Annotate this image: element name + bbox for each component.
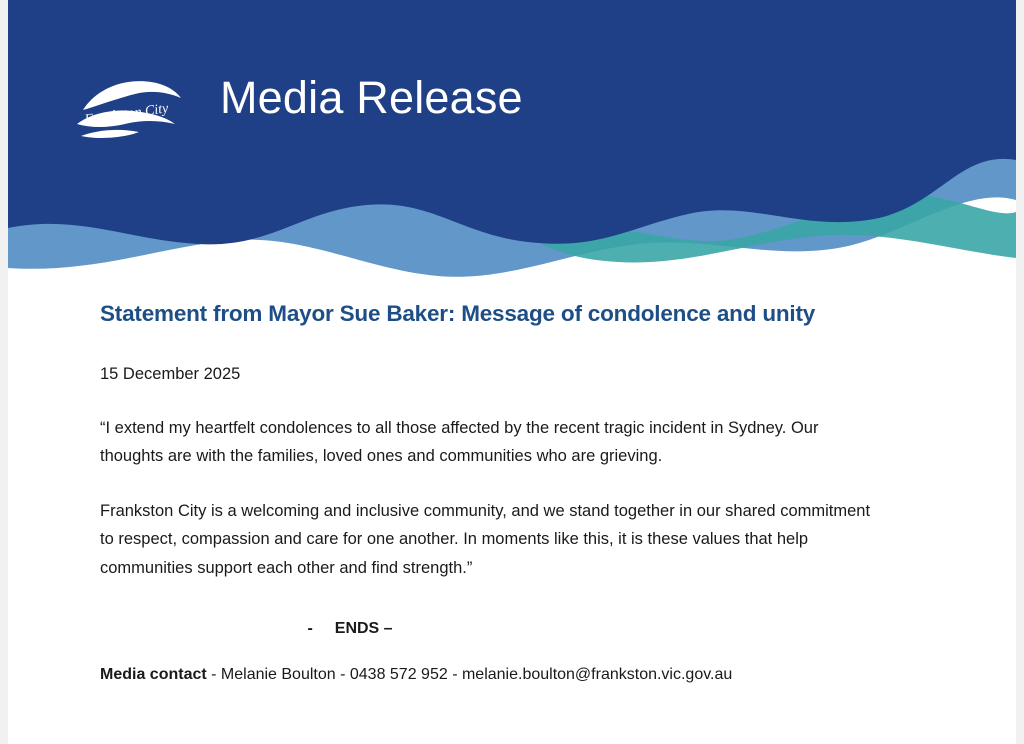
document-body <box>100 300 900 684</box>
release-date: 15 December 2025 <box>100 365 241 383</box>
frankston-city-logo <box>63 58 193 148</box>
ends-label: ENDS – <box>334 619 393 637</box>
page-edge-right <box>1016 0 1024 744</box>
logo-wordmark: Frankston City <box>83 101 170 128</box>
frankston-city-wave-logo <box>63 58 193 148</box>
header-title: Media Release <box>220 72 523 123</box>
ends-marker <box>100 620 900 638</box>
page-edge-left <box>0 0 8 744</box>
media-contact-label: Media contact <box>100 665 207 683</box>
statement-paragraph-2: Frankston City is a welcoming and inclusive community, and we stand together in our shared commitment to respect, compassion and care for one another. In moments like this, it is these values that help communities support each other and find strength.” <box>100 501 871 577</box>
page-title: Statement from Mayor Sue Baker: Message of condolence and unity <box>100 301 816 326</box>
statement-paragraph-1: “I extend my heartfelt condolences to all those affected by the recent tragic incident in Sydney. Our thoughts are with the families, loved ones and communities who are grieving. <box>100 419 819 466</box>
ends-dash: - <box>307 619 313 637</box>
document-header-banner <box>8 0 1016 290</box>
media-contact-line <box>100 666 900 684</box>
media-contact-details: - Melanie Boulton - 0438 572 952 - melanie.boulton@frankston.vic.gov.au <box>206 665 733 683</box>
